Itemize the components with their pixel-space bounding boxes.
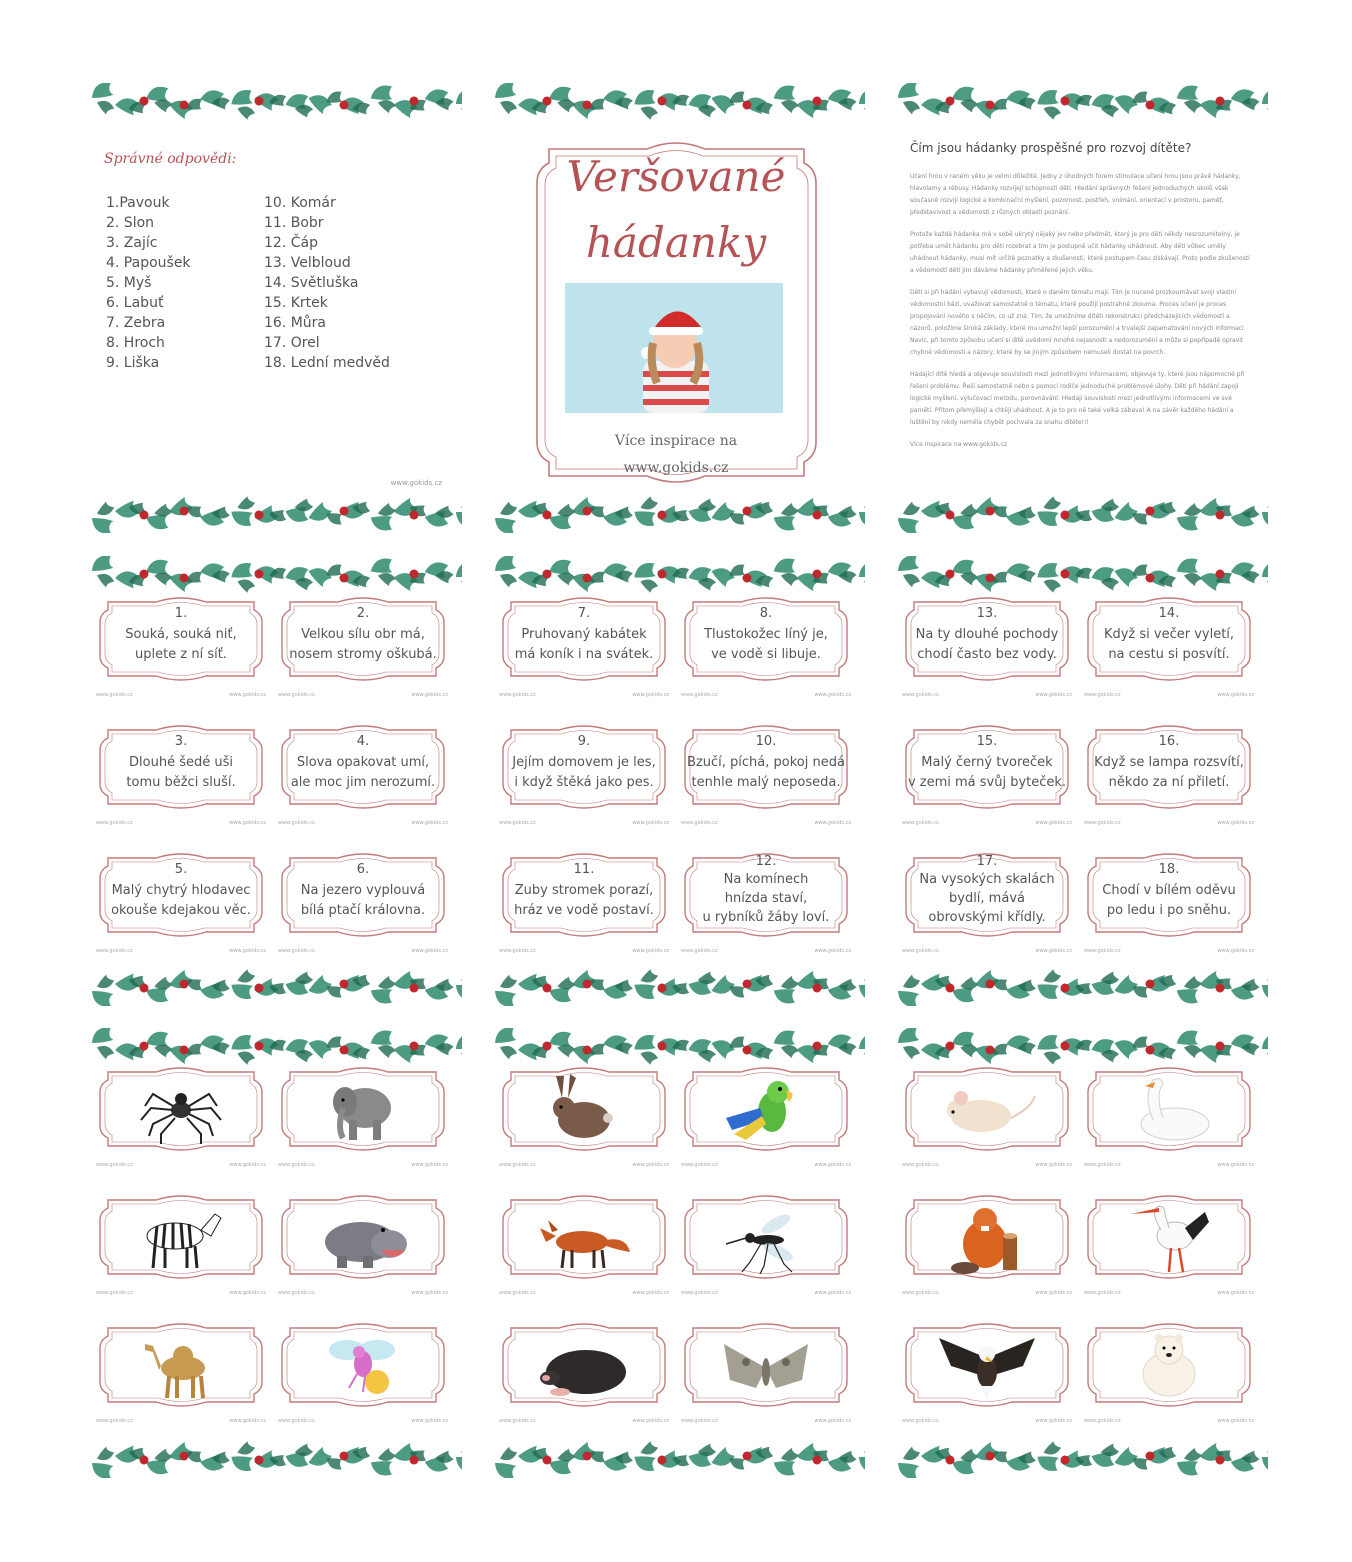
riddle-verse bbox=[90, 753, 272, 793]
answer-item: 13. Velbloud bbox=[264, 255, 351, 271]
riddle-verse bbox=[675, 753, 857, 793]
mosquito-icon bbox=[716, 1200, 816, 1274]
answers-title: Správné odpovědi: bbox=[104, 151, 237, 167]
answer-item: 8. Hroch bbox=[106, 335, 165, 351]
article-paragraph: Učení hrou v raném věku je velmi důležité. Jedny z úhodných forem stimulace učení hrou jsou právě hádanky, hlavolamy a rébusy. Hádanky rozvíjejí schopnosti dětí. Hledání správných řešení jednoduchých úkolů však současně rozvíjí logické a kombinační myšlení, pozornost, postřeh, vnímání, orientaci v prostoru, paměť, představivost a vědomosti z různých oblastí poznání. bbox=[910, 173, 1241, 216]
holly-garland-top bbox=[84, 83, 462, 123]
article-title: Čím jsou hádanky prospěšné pro rozvoj dítěte? bbox=[910, 141, 1192, 155]
card-url: www.gokids.cz bbox=[96, 1290, 133, 1296]
cover-caption-line1: Více inspirace na bbox=[614, 433, 738, 449]
answer-item: 10. Komár bbox=[264, 195, 336, 211]
article-paragraph: Děti si při hádání vybavují vědomosti, které o daném tématu mají. Tím je nucené prozkoumávat svoji vlastní vědomostní bázi, uvažovat samostatně o tématu, které použijí postrahně zkouma. Proces učení je proces propojování nového s něčím, co už zná. Tím, že umožníme dítěti rekonstrukci předcházejících vědomostí a názorů, položíme široká základy, které mu umožní lepší porozumění a trvalejší zapamatování nových informací. Navíc, při tomto způsobu učení si dítě uvědomí mnohé nejasnosti a nedorozumění a může si popřípadě opravit chybné vědomosti a názory, které by se jiným způsobem nemuseli dostat na povrch. bbox=[910, 289, 1246, 356]
riddle-line: bílá ptačí královna. bbox=[300, 903, 426, 918]
riddle-card bbox=[493, 840, 675, 960]
picture-card bbox=[896, 1054, 1078, 1174]
card-url: www.gokids.cz bbox=[229, 1162, 266, 1168]
article-paragraph: Hádající dítě hledá a objevuje souvislosti mezi jednotlivými informacemi, objevuje ty, které jsou nápomocné při řešení problému. Řeší samostatně nebo s pomocí rodiče jednoduché problémové úlohy. Děti při hádání zapojí logické myšlení, vylučovací metodu, porovnávání. Hledají souvislosti mezi jednotlivými informacemi ve své paměti. Přitom přemýšlejí a chtějí uhádnout. A je to pro ně také velká zábava! A na závěr každého hádání a luštění by nikdy neměla chybět pochvala za snahu dítěte!!! bbox=[910, 371, 1245, 426]
picture-page-2 bbox=[487, 1028, 865, 1478]
answer-item: 9. Liška bbox=[106, 355, 160, 371]
holly-garland-bottom bbox=[487, 966, 865, 1006]
cover-page bbox=[487, 83, 865, 533]
article-paragraph: Protože každá hádanka má v sobě ukrytý nějaký jev nebo předmět, který je pro děti někdy nesrozumitelný, je potřeba umět hádanku pro děti rozebrat a tím je postupně učit hádanky uhádnout. Aby děti vůbec uměly uhádnout hádanky, musí mít určité poznatky a zkušenosti, které postupem času získávají. Proto podle zkušeností a vědomostí dětí jim dáváme hádanky přiměřené jejich věku. bbox=[910, 231, 1250, 274]
card-url: www.gokids.cz bbox=[1084, 692, 1121, 698]
riddle-line: Tlustokožec líný je, bbox=[704, 627, 828, 642]
picture-card bbox=[493, 1182, 675, 1302]
elephant-icon bbox=[313, 1072, 413, 1146]
answer-item: 7. Zebra bbox=[106, 315, 166, 331]
riddle-line: Když si večer vyletí, bbox=[1103, 627, 1235, 642]
riddle-number: 16. bbox=[1158, 734, 1180, 749]
riddle-card bbox=[90, 840, 272, 960]
card-url: www.gokids.cz bbox=[902, 1290, 939, 1296]
riddle-line: bydlí, mává bbox=[949, 891, 1025, 906]
card-url: www.gokids.cz bbox=[1217, 948, 1254, 954]
answer-item: 15. Krtek bbox=[264, 295, 328, 311]
answer-item: 11. Bobr bbox=[264, 215, 324, 231]
riddle-line: uplete z ní síť. bbox=[135, 647, 227, 662]
cover-title-line1: Veršované bbox=[566, 152, 786, 201]
holly-garland-bottom bbox=[890, 1438, 1268, 1478]
card-url: www.gokids.cz bbox=[96, 1162, 133, 1168]
moth-icon bbox=[716, 1328, 816, 1402]
parrot-icon bbox=[716, 1072, 816, 1146]
riddle-card bbox=[1078, 840, 1260, 960]
picture-card bbox=[1078, 1182, 1260, 1302]
riddle-card bbox=[1078, 584, 1260, 704]
mole-icon bbox=[534, 1328, 634, 1402]
riddle-line: Velkou sílu obr má, bbox=[301, 627, 425, 642]
card-url: www.gokids.cz bbox=[902, 692, 939, 698]
picture-card bbox=[896, 1310, 1078, 1430]
answer-item: 14. Světluška bbox=[264, 275, 359, 291]
card-url: www.gokids.cz bbox=[814, 692, 851, 698]
riddle-number: 15. bbox=[976, 734, 998, 749]
rabbit-icon bbox=[534, 1072, 634, 1146]
riddle-verse bbox=[272, 625, 454, 665]
riddle-line: Malý černý tvoreček bbox=[921, 755, 1053, 770]
picture-card bbox=[90, 1182, 272, 1302]
riddle-number: 6. bbox=[356, 862, 370, 877]
riddle-line: Zuby stromek porazí, bbox=[514, 883, 654, 898]
card-url: www.gokids.cz bbox=[278, 820, 315, 826]
riddle-line: hráz ve vodě postaví. bbox=[514, 903, 654, 918]
riddle-card bbox=[272, 840, 454, 960]
holly-garland-bottom bbox=[84, 493, 462, 533]
riddle-number: 1. bbox=[174, 606, 188, 621]
picture-card bbox=[272, 1182, 454, 1302]
picture-card bbox=[272, 1054, 454, 1174]
riddle-line: Malý chytrý hlodavec bbox=[111, 883, 251, 898]
picture-card bbox=[493, 1054, 675, 1174]
riddle-line: Na komínech bbox=[723, 872, 809, 887]
riddle-line: ale moc jim nerozumí. bbox=[290, 775, 436, 790]
card-url: www.gokids.cz bbox=[814, 1162, 851, 1168]
card-url: www.gokids.cz bbox=[499, 1162, 536, 1168]
card-url: www.gokids.cz bbox=[814, 1418, 851, 1424]
card-url: www.gokids.cz bbox=[814, 948, 851, 954]
card-url: www.gokids.cz bbox=[229, 820, 266, 826]
card-url: www.gokids.cz bbox=[96, 948, 133, 954]
riddle-verse bbox=[90, 881, 272, 921]
card-url: www.gokids.cz bbox=[499, 948, 536, 954]
card-url: www.gokids.cz bbox=[499, 692, 536, 698]
riddle-card bbox=[896, 840, 1078, 960]
holly-garland-top bbox=[487, 83, 865, 123]
riddle-number: 17. bbox=[976, 854, 998, 869]
riddle-verse bbox=[493, 881, 675, 921]
riddle-verse bbox=[1078, 881, 1260, 921]
card-url: www.gokids.cz bbox=[1217, 692, 1254, 698]
riddle-card bbox=[272, 712, 454, 832]
riddle-line: okouše kdejakou věc. bbox=[111, 903, 251, 918]
cover-title-line2: hádanky bbox=[585, 218, 767, 267]
answer-item: 4. Papoušek bbox=[106, 255, 191, 271]
card-url: www.gokids.cz bbox=[1035, 692, 1072, 698]
riddle-card bbox=[493, 584, 675, 704]
card-url: www.gokids.cz bbox=[411, 692, 448, 698]
card-url: www.gokids.cz bbox=[499, 820, 536, 826]
riddle-line: chodí často bez vody. bbox=[917, 647, 1057, 662]
card-url: www.gokids.cz bbox=[1084, 1418, 1121, 1424]
riddle-line: Jejím domovem je les, bbox=[512, 755, 656, 770]
article-page bbox=[890, 83, 1268, 533]
riddle-number: 10. bbox=[755, 734, 777, 749]
answer-item: 17. Orel bbox=[264, 335, 320, 351]
riddle-number: 14. bbox=[1158, 606, 1180, 621]
riddle-verse bbox=[675, 870, 857, 927]
riddle-verse bbox=[896, 753, 1078, 793]
riddle-line: někdo za ní přiletí. bbox=[1108, 775, 1230, 790]
riddle-number: 8. bbox=[759, 606, 773, 621]
riddle-number: 9. bbox=[577, 734, 591, 749]
riddle-line: tomu běžci sluší. bbox=[126, 775, 236, 790]
card-url: www.gokids.cz bbox=[1035, 820, 1072, 826]
riddle-line: hnízda staví, bbox=[724, 891, 808, 906]
riddle-card bbox=[90, 584, 272, 704]
card-url: www.gokids.cz bbox=[1217, 820, 1254, 826]
riddle-line: má koník i na svátek. bbox=[514, 647, 654, 662]
beaver-icon bbox=[937, 1200, 1037, 1274]
card-url: www.gokids.cz bbox=[96, 692, 133, 698]
riddle-card bbox=[1078, 712, 1260, 832]
riddle-number: 18. bbox=[1158, 862, 1180, 877]
riddle-line: obrovskými křídly. bbox=[928, 910, 1046, 925]
riddle-verse bbox=[493, 625, 675, 665]
polar-bear-icon bbox=[1119, 1328, 1219, 1402]
card-url: www.gokids.cz bbox=[632, 1162, 669, 1168]
card-url: www.gokids.cz bbox=[278, 1162, 315, 1168]
card-url: www.gokids.cz bbox=[1084, 1290, 1121, 1296]
card-url: www.gokids.cz bbox=[681, 1418, 718, 1424]
firefly-icon bbox=[313, 1328, 413, 1402]
holly-garland-bottom bbox=[84, 966, 462, 1006]
answer-item: 12. Čáp bbox=[264, 235, 318, 251]
card-url: www.gokids.cz bbox=[1084, 1162, 1121, 1168]
riddle-card bbox=[896, 584, 1078, 704]
riddle-line: v zemi má svůj byteček. bbox=[907, 775, 1067, 790]
answers-page bbox=[84, 83, 462, 533]
riddle-number: 5. bbox=[174, 862, 188, 877]
card-url: www.gokids.cz bbox=[278, 692, 315, 698]
holly-garland-top bbox=[890, 83, 1268, 123]
riddle-line: Chodí v bílém oděvu bbox=[1102, 883, 1236, 898]
riddle-line: nosem stromy oškubá. bbox=[289, 647, 437, 662]
card-url: www.gokids.cz bbox=[681, 1162, 718, 1168]
riddle-card bbox=[896, 712, 1078, 832]
stork-icon bbox=[1119, 1200, 1219, 1274]
mouse-icon bbox=[937, 1072, 1037, 1146]
riddle-number: 12. bbox=[755, 854, 777, 869]
riddle-verse bbox=[90, 625, 272, 665]
riddle-line: Dlouhé šedé uši bbox=[129, 755, 233, 770]
riddle-line: Slova opakovat umí, bbox=[296, 755, 430, 770]
eagle-icon bbox=[937, 1328, 1037, 1402]
picture-card bbox=[1078, 1310, 1260, 1430]
card-url: www.gokids.cz bbox=[1035, 1290, 1072, 1296]
card-url: www.gokids.cz bbox=[1217, 1290, 1254, 1296]
holly-garland-bottom bbox=[890, 966, 1268, 1006]
riddle-card bbox=[272, 584, 454, 704]
answer-item: 6. Labuť bbox=[106, 295, 164, 311]
picture-card bbox=[90, 1054, 272, 1174]
card-url: www.gokids.cz bbox=[902, 820, 939, 826]
card-url: www.gokids.cz bbox=[632, 692, 669, 698]
riddle-page-1 bbox=[84, 556, 462, 1006]
picture-card bbox=[1078, 1054, 1260, 1174]
card-url: www.gokids.cz bbox=[499, 1418, 536, 1424]
riddle-verse bbox=[493, 753, 675, 793]
card-url: www.gokids.cz bbox=[1084, 948, 1121, 954]
spider-icon bbox=[131, 1072, 231, 1146]
answer-item: 1.Pavouk bbox=[106, 195, 170, 211]
card-url: www.gokids.cz bbox=[411, 1418, 448, 1424]
card-url: www.gokids.cz bbox=[411, 1162, 448, 1168]
footer-url: www.gokids.cz bbox=[390, 479, 442, 487]
picture-card bbox=[90, 1310, 272, 1430]
picture-card bbox=[675, 1182, 857, 1302]
card-url: www.gokids.cz bbox=[902, 1418, 939, 1424]
card-url: www.gokids.cz bbox=[229, 692, 266, 698]
card-url: www.gokids.cz bbox=[681, 820, 718, 826]
riddle-number: 2. bbox=[356, 606, 370, 621]
card-url: www.gokids.cz bbox=[632, 948, 669, 954]
card-url: www.gokids.cz bbox=[96, 820, 133, 826]
card-url: www.gokids.cz bbox=[411, 1290, 448, 1296]
riddle-verse bbox=[1078, 625, 1260, 665]
riddle-number: 3. bbox=[174, 734, 188, 749]
cover-photo bbox=[565, 283, 783, 413]
card-url: www.gokids.cz bbox=[278, 1418, 315, 1424]
riddle-line: na cestu si posvítí. bbox=[1108, 647, 1230, 662]
card-url: www.gokids.cz bbox=[499, 1290, 536, 1296]
riddle-verse bbox=[675, 625, 857, 665]
holly-garland-bottom bbox=[487, 493, 865, 533]
hippo-icon bbox=[313, 1200, 413, 1274]
card-url: www.gokids.cz bbox=[411, 820, 448, 826]
card-url: www.gokids.cz bbox=[632, 820, 669, 826]
card-url: www.gokids.cz bbox=[632, 1290, 669, 1296]
article-body bbox=[910, 171, 1250, 461]
answer-item: 18. Lední medvěd bbox=[264, 355, 390, 371]
card-url: www.gokids.cz bbox=[814, 1290, 851, 1296]
card-url: www.gokids.cz bbox=[902, 948, 939, 954]
riddle-card bbox=[675, 840, 857, 960]
riddle-verse bbox=[896, 625, 1078, 665]
riddle-line: Pruhovaný kabátek bbox=[521, 627, 647, 642]
card-url: www.gokids.cz bbox=[229, 948, 266, 954]
card-url: www.gokids.cz bbox=[1035, 1418, 1072, 1424]
picture-card bbox=[493, 1310, 675, 1430]
card-url: www.gokids.cz bbox=[814, 820, 851, 826]
card-url: www.gokids.cz bbox=[278, 1290, 315, 1296]
riddle-line: Souká, souká niť, bbox=[125, 627, 237, 642]
riddle-line: Na vysokých skalách bbox=[919, 872, 1055, 887]
riddle-line: i když štěká jako pes. bbox=[514, 775, 654, 790]
riddle-number: 13. bbox=[976, 606, 998, 621]
riddle-card bbox=[675, 712, 857, 832]
holly-garland-bottom bbox=[487, 1438, 865, 1478]
riddle-card bbox=[675, 584, 857, 704]
holly-garland-bottom bbox=[890, 493, 1268, 533]
riddle-page-3 bbox=[890, 556, 1268, 1006]
card-url: www.gokids.cz bbox=[411, 948, 448, 954]
card-url: www.gokids.cz bbox=[1217, 1162, 1254, 1168]
article-paragraph: Více inspirace na www.gokids.cz bbox=[910, 441, 1008, 448]
swan-icon bbox=[1119, 1072, 1219, 1146]
answers-left-column bbox=[106, 193, 191, 373]
cover-caption-url[interactable]: www.gokids.cz bbox=[623, 460, 729, 476]
card-url: www.gokids.cz bbox=[229, 1290, 266, 1296]
answer-item: 2. Slon bbox=[106, 215, 155, 231]
riddle-verse bbox=[272, 753, 454, 793]
zebra-icon bbox=[131, 1200, 231, 1274]
picture-card bbox=[272, 1310, 454, 1430]
riddle-page-2 bbox=[487, 556, 865, 1006]
holly-garland-bottom bbox=[84, 1438, 462, 1478]
picture-card bbox=[896, 1182, 1078, 1302]
answer-item: 16. Můra bbox=[264, 315, 327, 331]
picture-page-1 bbox=[84, 1028, 462, 1478]
camel-icon bbox=[131, 1328, 231, 1402]
riddle-line: u rybníků žáby loví. bbox=[702, 910, 830, 925]
picture-card bbox=[675, 1054, 857, 1174]
riddle-number: 7. bbox=[577, 606, 591, 621]
picture-page-3 bbox=[890, 1028, 1268, 1478]
card-url: www.gokids.cz bbox=[632, 1418, 669, 1424]
answers-right-column bbox=[264, 193, 390, 373]
card-url: www.gokids.cz bbox=[1035, 1162, 1072, 1168]
card-url: www.gokids.cz bbox=[229, 1418, 266, 1424]
riddle-number: 11. bbox=[573, 862, 595, 877]
riddle-card bbox=[493, 712, 675, 832]
card-url: www.gokids.cz bbox=[96, 1418, 133, 1424]
card-url: www.gokids.cz bbox=[278, 948, 315, 954]
riddle-line: Na jezero vyplouvá bbox=[300, 883, 426, 898]
riddle-line: ve vodě si libuje. bbox=[711, 647, 821, 662]
card-url: www.gokids.cz bbox=[902, 1162, 939, 1168]
answer-item: 5. Myš bbox=[106, 275, 152, 291]
riddle-card bbox=[90, 712, 272, 832]
card-url: www.gokids.cz bbox=[1084, 820, 1121, 826]
riddle-line: tenhle malý neposeda. bbox=[691, 775, 841, 790]
fox-icon bbox=[534, 1200, 634, 1274]
riddle-line: po ledu i po sněhu. bbox=[1106, 903, 1232, 918]
riddle-verse bbox=[272, 881, 454, 921]
riddle-line: Na ty dlouhé pochody bbox=[915, 627, 1059, 642]
riddle-verse bbox=[1078, 753, 1260, 793]
card-url: www.gokids.cz bbox=[1035, 948, 1072, 954]
card-url: www.gokids.cz bbox=[681, 948, 718, 954]
card-url: www.gokids.cz bbox=[681, 692, 718, 698]
answer-item: 3. Zajíc bbox=[106, 235, 158, 251]
picture-card bbox=[675, 1310, 857, 1430]
card-url: www.gokids.cz bbox=[681, 1290, 718, 1296]
riddle-line: Bzučí, píchá, pokoj nedá bbox=[687, 755, 845, 770]
card-url: www.gokids.cz bbox=[1217, 1418, 1254, 1424]
riddle-verse bbox=[896, 870, 1078, 927]
riddle-line: Když se lampa rozsvítí, bbox=[1094, 755, 1244, 770]
riddle-number: 4. bbox=[356, 734, 370, 749]
